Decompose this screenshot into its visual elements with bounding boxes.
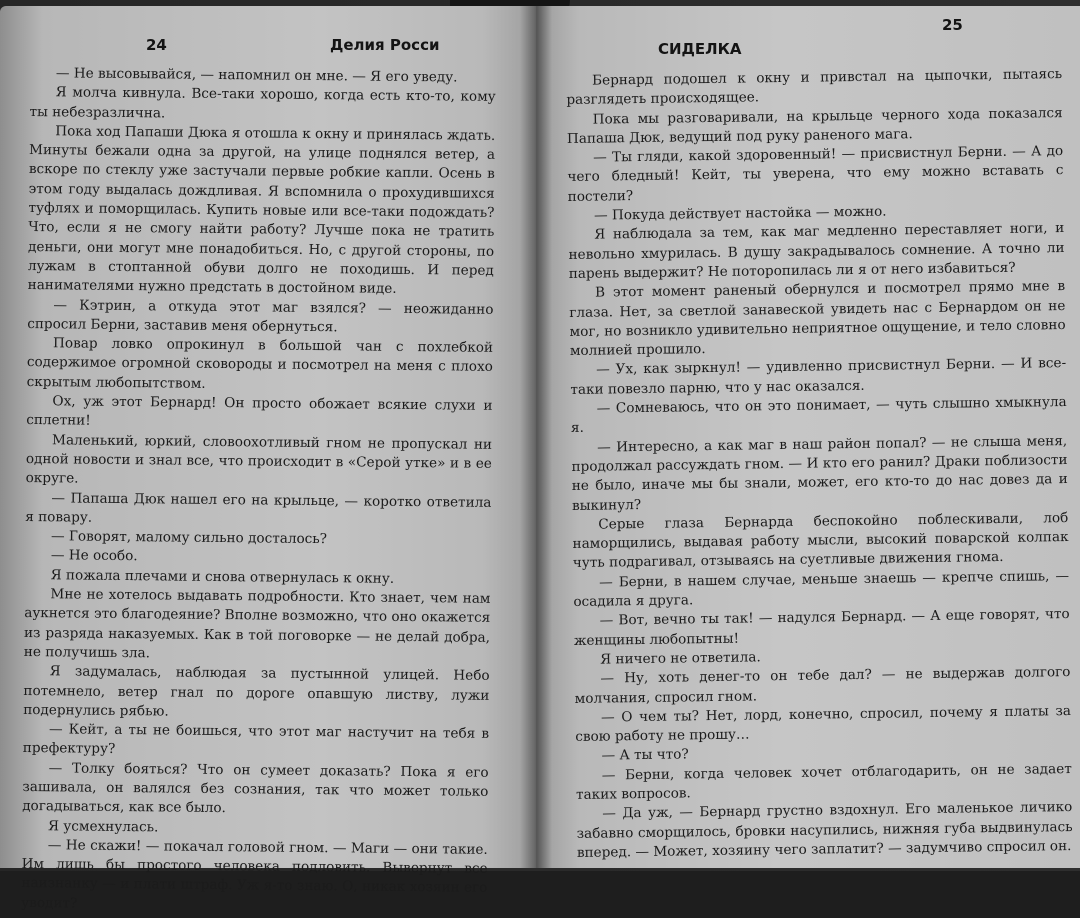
paragraph: — Не скажи! — покачал головой гном. — Маги — они такие. Им лишь бы простого человека подловить. Вывернут все наизнанку — и плати штраф. Уж я-то знаю. О, никак хозяин его уводит? — [21, 837, 488, 912]
paragraph: Я наблюдала за тем, как маг медленно переставляет ноги, и невольно хмурилась. В душу закрадывалось сомнение. А точно ли парень выдержит? Не поторопилась ли я от него избавиться? — [568, 220, 1065, 282]
left-page-text — [21, 64, 496, 918]
paragraph: — Берни, когда человек хочет отблагодарить, он не задает таких вопросов. — [575, 760, 1072, 803]
left-author-title: Делия Росси — [330, 36, 440, 54]
paragraph: — Сомневаюсь, что он это понимает, — чуть слышно хмыкнула я. — [570, 394, 1067, 437]
paragraph: — А ты что? — [601, 746, 689, 764]
paragraph: — Да уж, — Бернард грустно вздохнул. Его маленькое личико забавно сморщилось, бровки насупились, нижняя губа выдвинулась вперед. — Может, хозяину чего заплатит? — задумчиво спросил он. — [576, 799, 1073, 861]
paragraph: — Покуда действует настойка — можно. — [593, 203, 887, 224]
paragraph: — Берни, в нашем случае, меньше знаешь — крепче спишь, — осадила я друга. — [573, 567, 1070, 610]
paragraph: Серые глаза Бернарда беспокойно поблескивали, лоб наморщились, выдавая работу мысли, высокий поварской колпак чуть подрагивал, отзываясь на суетливые движения гнома. — [572, 509, 1069, 572]
paragraph: — Кэтрин, а откуда этот маг взялся? — неожиданно спросил Берни, заставив меня обернуться. — [27, 296, 494, 336]
paragraph: Я задумалась, наблюдая за пустынной улицей. Небо потемнело, ветер гнал по дороге опавшую листву, лужи подернулись рябью. — [23, 663, 490, 720]
paragraph: — Ух, как зыркнул! — удивленно присвистнул Берни. — И все-таки повезло парню, что у нас оказался. — [570, 355, 1067, 398]
paragraph: — Говорят, малому сильно досталось? — [50, 528, 328, 548]
paragraph: — Ты гляди, какой здоровенный! — присвистнул Берни. — А до чего бледный! Кейт, ты уверена, что ему можно вставать с постели? — [567, 143, 1064, 205]
paragraph: Мне не хотелось выдавать подробности. Кто знает, чем нам аукнется это благодеяние? Вполне возможно, что оно окажется из разряда наказуемых. Как в той поговорке — не делай добра, не получишь зла. — [23, 586, 491, 662]
paragraph: Я молча кивнула. Все-таки хорошо, когда есть кто-то, кому ты небезразлична. — [29, 84, 496, 122]
paragraph: Я усмехнулась. — [47, 817, 159, 835]
paragraph: В этот момент раненый обернулся и посмотрел прямо мне в глаза. Нет, за светлой занавеской увидеть нас с Бернардом он не мог, но возникло удивительно неприятное ощущение, и тело словно молнией прошило. — [569, 278, 1066, 360]
paragraph: — Кейт, а ты не боишься, что этот маг настучит на тебя в префектуру? — [22, 721, 490, 758]
paragraph: — Папаша Дюк нашел его на крыльце, — коротко ответила я повару. — [25, 489, 492, 526]
right-running-head — [566, 14, 1062, 72]
right-page-text — [566, 65, 1073, 863]
paragraph: — Не высовывайся, — напомнил он мне. — Я его уведу. — [55, 65, 458, 86]
paragraph: Я ничего не ответила. — [600, 649, 761, 668]
left-page — [0, 6, 536, 912]
paragraph: — Ну, хоть денег-то он тебе дал? — не выдержав долгого молчания, спросил гном. — [574, 664, 1071, 707]
paragraph: — Интересно, а как маг в наш район попал? — не слыша меня, продолжал рассуждать гном. — И кто его ранил? Драки поблизости не было, иначе мы бы знали, может, его кто-то до нас довез да и выкинул? — [571, 432, 1068, 514]
paragraph: — Вот, вечно ты так! — надулся Бернард. — А еще говорят, что женщины любопытны! — [573, 606, 1070, 649]
paragraph: Пока мы разговаривали, на крыльце черного хода показался Папаша Дюк, ведущий под руку раненого мага. — [566, 104, 1063, 147]
right-page-number: 25 — [942, 16, 963, 34]
paragraph: Бернард подошел к окну и привстал на цыпочки, пытаясь разглядеть происходящее. — [566, 66, 1063, 109]
paragraph: Пока ход Папаши Дюка я отошла к окну и принялась ждать. Минуты бежали одна за другой, на улице поднялся ветер, а вскоре по стеклу уже застучали первые робкие капли. Осень в этом году выдалась дождливая. Я вспомнила о прохудившихся туфлях и поморщилась. Купить новые или все-таки подождать? Что, если я не смогу найти работу? Лучше пока не тратить деньги, они могут мне понадобиться. Но, с другой стороны, по лужам в стоптанной обуви долго не походишь. И перед нанимателями нужно предстать в достойном виде. — [27, 123, 496, 298]
paragraph: Маленький, юркий, словоохотливый гном не пропускал ни одной новости и знал все, что происходит в «Серой утке» и в ее округе. — [25, 431, 493, 487]
left-running-head — [30, 30, 496, 64]
paragraph: — Толку бояться? Что он сумеет доказать? Пока я его зашивала, он валялся без сознания, так что может только догадываться, как все было. — [22, 759, 489, 817]
paragraph: Ох, уж этот Бернард! Он просто обожает всякие слухи и сплетни! — [26, 393, 493, 429]
left-page-number: 24 — [146, 36, 167, 54]
paragraph: Я пожала плечами и снова отвернулась к окну. — [50, 566, 395, 587]
right-book-title: СИДЕЛКА — [658, 40, 742, 58]
right-page — [536, 6, 1080, 868]
paragraph: Повар ловко опрокинул в большой чан с похлебкой содержимое огромной сковороды и посмотрел на меня с плохо скрытым любопытством. — [26, 335, 494, 392]
paragraph: — О чем ты? Нет, лорд, конечно, спросил, почему я платы за свою работу не прошу… — [575, 702, 1072, 746]
paragraph: — Не особо. — [50, 547, 138, 565]
